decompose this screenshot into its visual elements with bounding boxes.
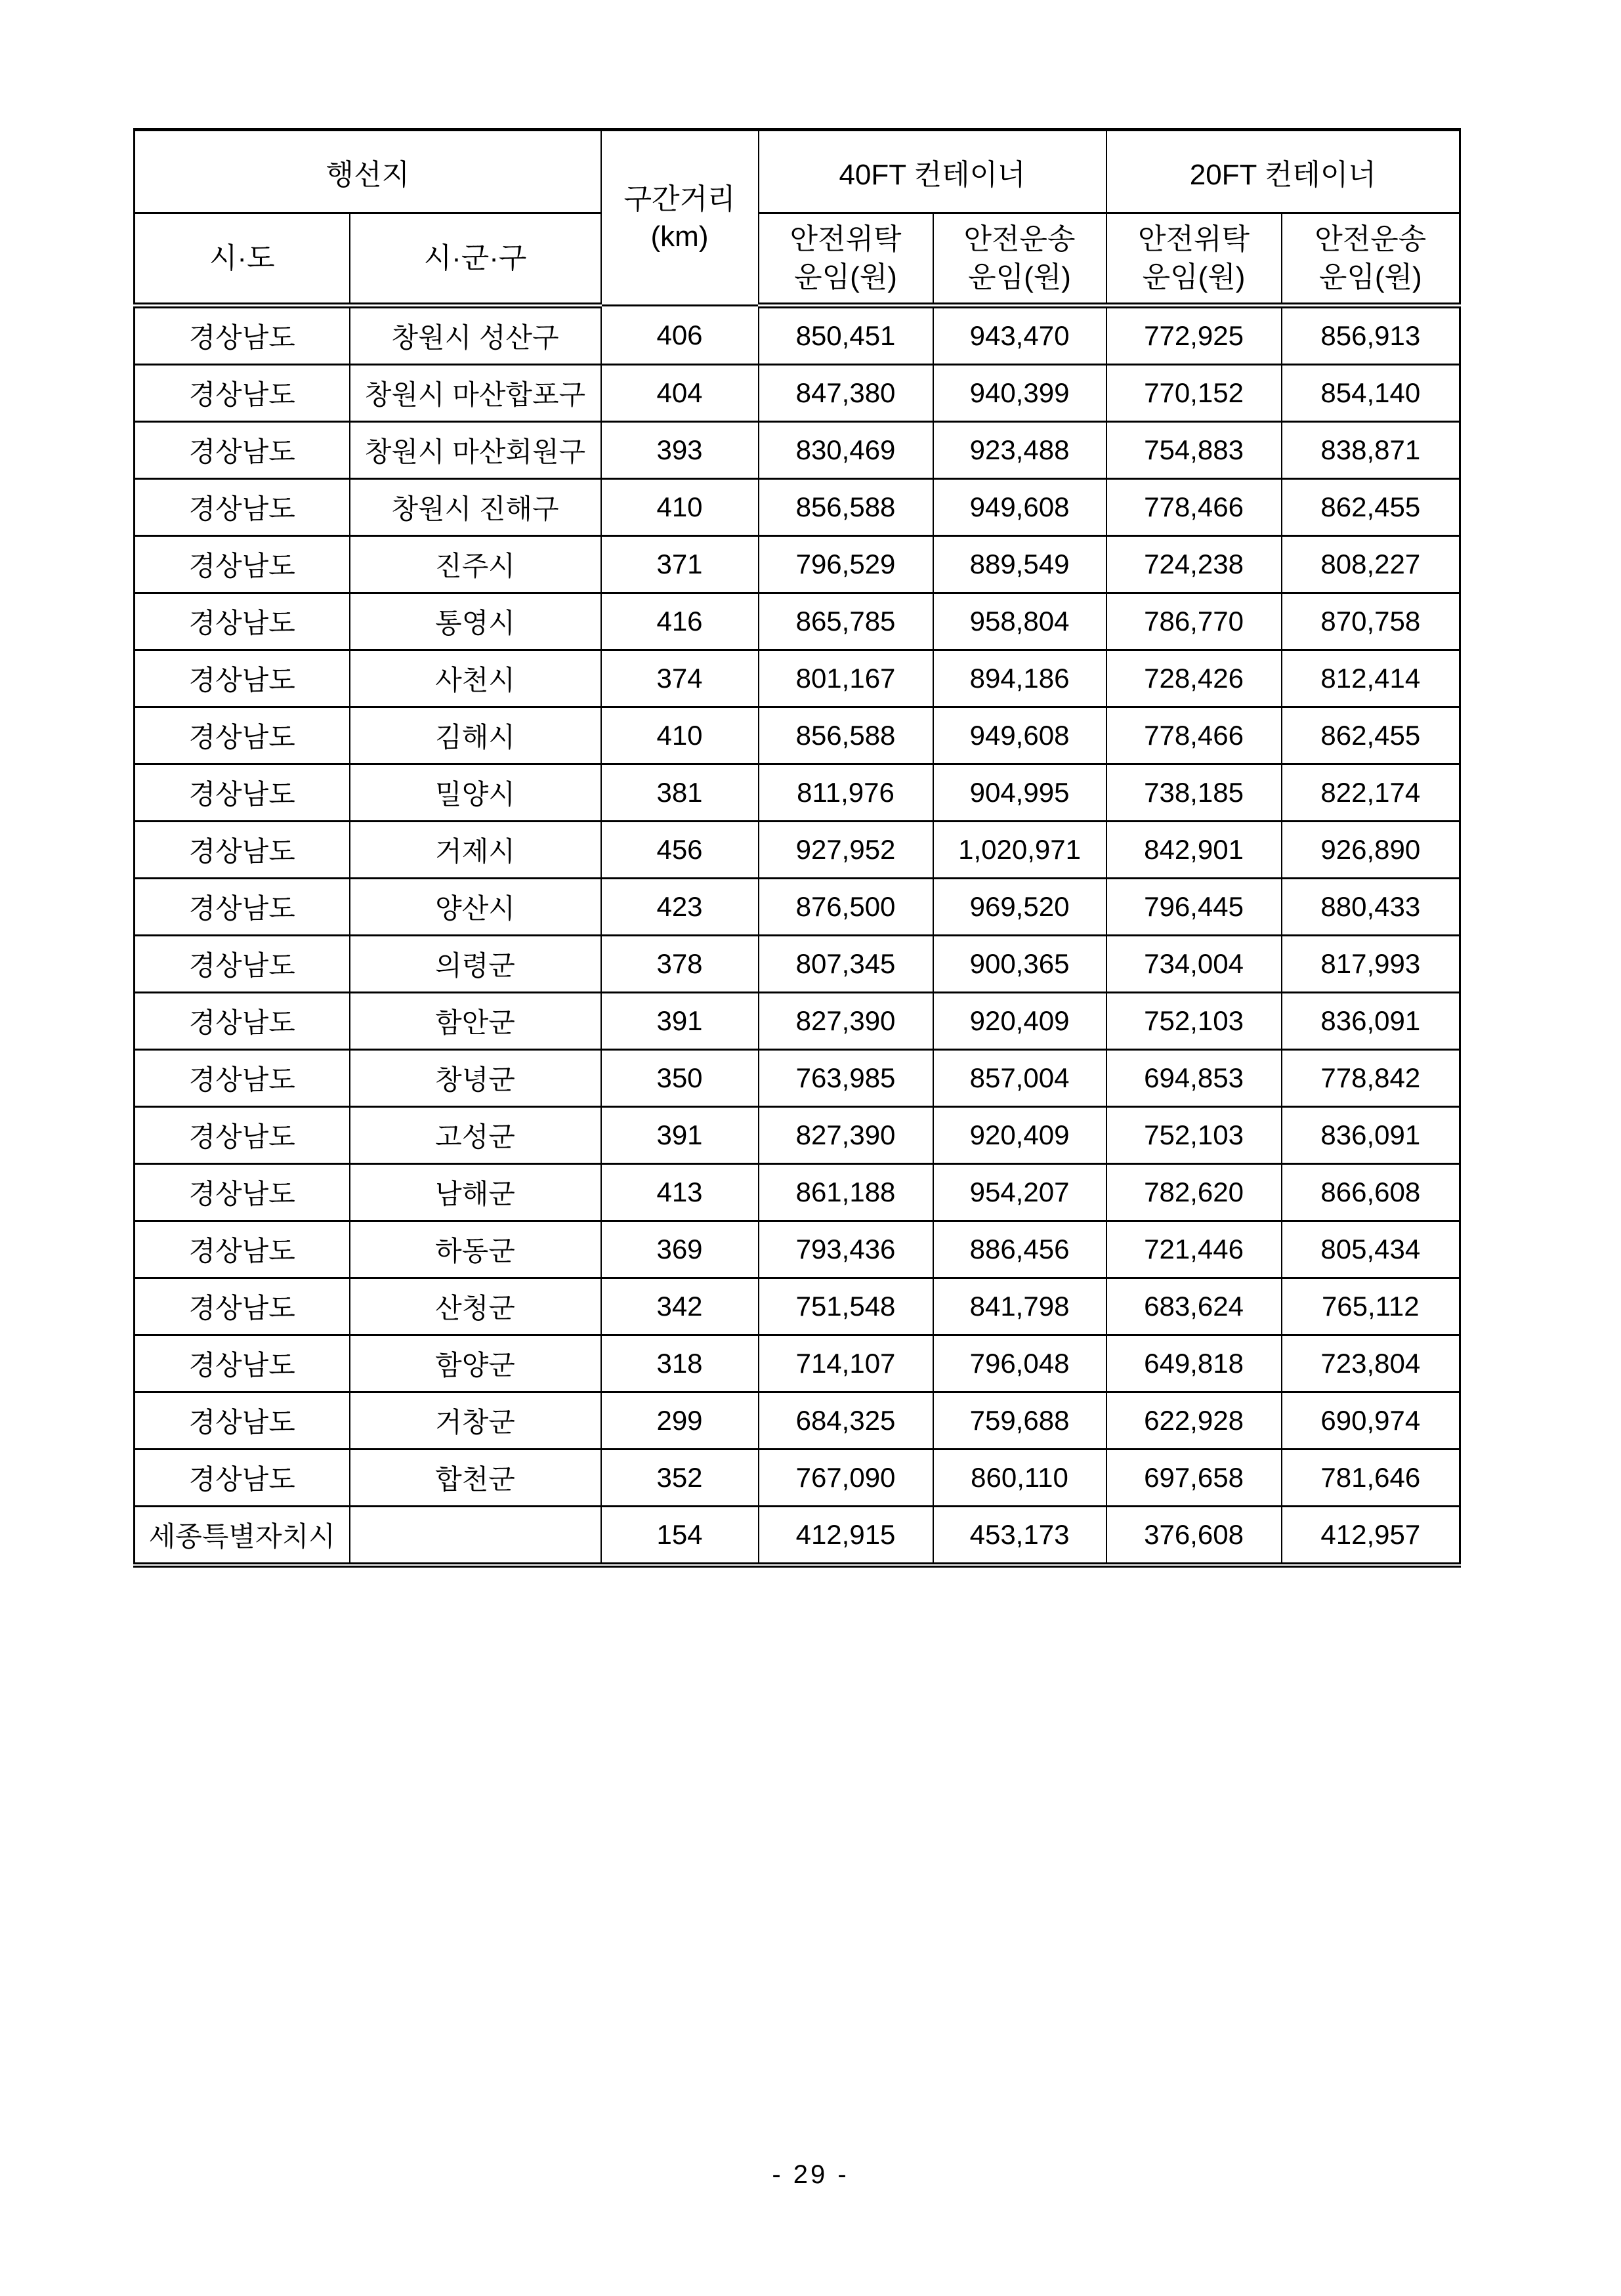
cell-20ft-consignment-fee: 796,445: [1106, 879, 1282, 936]
table-row: [135, 1392, 1460, 1450]
page-number: - 29 -: [772, 2160, 849, 2189]
cell-si-do: 세종특별자치시: [135, 1507, 350, 1566]
cell-40ft-consignment-fee: 830,469: [759, 422, 933, 479]
cell-si-gun-gu: 창원시 진해구: [350, 479, 601, 536]
cell-20ft-transport-fee: 690,974: [1282, 1392, 1460, 1450]
cell-si-do: 경상남도: [135, 879, 350, 936]
cell-40ft-consignment-fee: 876,500: [759, 879, 933, 936]
cell-distance-km: 410: [601, 479, 759, 536]
cell-si-do: 경상남도: [135, 1221, 350, 1278]
header-40ft-container: 40FT 컨테이너: [759, 130, 1106, 213]
cell-40ft-transport-fee: 904,995: [933, 764, 1106, 822]
table-row: [135, 1278, 1460, 1335]
header-destination: 행선지: [135, 130, 601, 213]
cell-40ft-transport-fee: 889,549: [933, 536, 1106, 593]
cell-40ft-consignment-fee: 796,529: [759, 536, 933, 593]
cell-si-gun-gu: 통영시: [350, 593, 601, 650]
cell-40ft-transport-fee: 1,020,971: [933, 822, 1106, 879]
label-fee-won: 운임(원): [1142, 261, 1246, 293]
table-row: [135, 707, 1460, 764]
cell-40ft-consignment-fee: 714,107: [759, 1335, 933, 1392]
label-fee-won: 운임(원): [1318, 261, 1422, 293]
cell-40ft-transport-fee: 841,798: [933, 1278, 1106, 1335]
cell-20ft-transport-fee: 805,434: [1282, 1221, 1460, 1278]
cell-20ft-transport-fee: 862,455: [1282, 479, 1460, 536]
cell-si-gun-gu: 진주시: [350, 536, 601, 593]
cell-si-do: 경상남도: [135, 365, 350, 422]
cell-20ft-transport-fee: 854,140: [1282, 365, 1460, 422]
cell-distance-km: 371: [601, 536, 759, 593]
cell-si-gun-gu: 하동군: [350, 1221, 601, 1278]
cell-20ft-transport-fee: 836,091: [1282, 993, 1460, 1050]
cell-si-do: 경상남도: [135, 1050, 350, 1107]
cell-distance-km: 416: [601, 593, 759, 650]
cell-40ft-transport-fee: 949,608: [933, 479, 1106, 536]
cell-40ft-consignment-fee: 807,345: [759, 936, 933, 993]
cell-20ft-transport-fee: 817,993: [1282, 936, 1460, 993]
cell-20ft-transport-fee: 856,913: [1282, 306, 1460, 365]
cell-distance-km: 404: [601, 365, 759, 422]
cell-40ft-consignment-fee: 861,188: [759, 1164, 933, 1221]
cell-20ft-consignment-fee: 622,928: [1106, 1392, 1282, 1450]
table-row: [135, 479, 1460, 536]
label-fee-won: 운임(원): [794, 261, 897, 293]
cell-20ft-consignment-fee: 721,446: [1106, 1221, 1282, 1278]
cell-si-do: 경상남도: [135, 1107, 350, 1164]
cell-40ft-transport-fee: 923,488: [933, 422, 1106, 479]
cell-20ft-consignment-fee: 734,004: [1106, 936, 1282, 993]
freight-fare-table: [133, 128, 1461, 1568]
cell-40ft-transport-fee: 954,207: [933, 1164, 1106, 1221]
cell-si-do: 경상남도: [135, 707, 350, 764]
cell-40ft-consignment-fee: 684,325: [759, 1392, 933, 1450]
cell-40ft-consignment-fee: 847,380: [759, 365, 933, 422]
cell-20ft-consignment-fee: 778,466: [1106, 707, 1282, 764]
cell-20ft-transport-fee: 412,957: [1282, 1507, 1460, 1566]
cell-si-do: 경상남도: [135, 993, 350, 1050]
cell-40ft-transport-fee: 900,365: [933, 936, 1106, 993]
cell-20ft-transport-fee: 866,608: [1282, 1164, 1460, 1221]
cell-si-gun-gu: 남해군: [350, 1164, 601, 1221]
cell-20ft-transport-fee: 822,174: [1282, 764, 1460, 822]
cell-si-do: 경상남도: [135, 1335, 350, 1392]
cell-20ft-consignment-fee: 728,426: [1106, 650, 1282, 707]
cell-si-do: 경상남도: [135, 1164, 350, 1221]
cell-40ft-consignment-fee: 811,976: [759, 764, 933, 822]
cell-20ft-consignment-fee: 752,103: [1106, 1107, 1282, 1164]
cell-si-do: 경상남도: [135, 822, 350, 879]
cell-distance-km: 299: [601, 1392, 759, 1450]
cell-40ft-consignment-fee: 856,588: [759, 707, 933, 764]
cell-20ft-consignment-fee: 738,185: [1106, 764, 1282, 822]
cell-si-do: 경상남도: [135, 536, 350, 593]
cell-20ft-consignment-fee: 697,658: [1106, 1450, 1282, 1507]
cell-40ft-consignment-fee: 827,390: [759, 993, 933, 1050]
cell-si-gun-gu: [350, 1507, 601, 1566]
cell-si-gun-gu: 의령군: [350, 936, 601, 993]
cell-20ft-transport-fee: 765,112: [1282, 1278, 1460, 1335]
cell-distance-km: 413: [601, 1164, 759, 1221]
header-distance-line1: 구간거리: [623, 182, 736, 215]
cell-40ft-consignment-fee: 827,390: [759, 1107, 933, 1164]
cell-40ft-consignment-fee: 801,167: [759, 650, 933, 707]
cell-20ft-transport-fee: 723,804: [1282, 1335, 1460, 1392]
label-transport: 안전운송: [963, 223, 1076, 256]
cell-si-gun-gu: 김해시: [350, 707, 601, 764]
cell-distance-km: 318: [601, 1335, 759, 1392]
cell-si-gun-gu: 합천군: [350, 1450, 601, 1507]
cell-si-gun-gu: 거창군: [350, 1392, 601, 1450]
table-row: [135, 993, 1460, 1050]
cell-20ft-consignment-fee: 754,883: [1106, 422, 1282, 479]
cell-si-gun-gu: 산청군: [350, 1278, 601, 1335]
cell-40ft-consignment-fee: 865,785: [759, 593, 933, 650]
cell-20ft-consignment-fee: 649,818: [1106, 1335, 1282, 1392]
table-row: [135, 1164, 1460, 1221]
cell-distance-km: 342: [601, 1278, 759, 1335]
cell-40ft-consignment-fee: 767,090: [759, 1450, 933, 1507]
cell-si-gun-gu: 밀양시: [350, 764, 601, 822]
cell-distance-km: 410: [601, 707, 759, 764]
cell-20ft-transport-fee: 862,455: [1282, 707, 1460, 764]
cell-20ft-transport-fee: 836,091: [1282, 1107, 1460, 1164]
table-row: [135, 593, 1460, 650]
table-row: [135, 764, 1460, 822]
cell-distance-km: 406: [601, 306, 759, 365]
cell-20ft-consignment-fee: 842,901: [1106, 822, 1282, 879]
cell-20ft-transport-fee: 808,227: [1282, 536, 1460, 593]
cell-40ft-transport-fee: 860,110: [933, 1450, 1106, 1507]
header-row-1: [135, 130, 1460, 213]
cell-20ft-consignment-fee: 752,103: [1106, 993, 1282, 1050]
label-consignment: 안전위탁: [1138, 223, 1250, 256]
cell-20ft-consignment-fee: 786,770: [1106, 593, 1282, 650]
cell-20ft-transport-fee: 870,758: [1282, 593, 1460, 650]
cell-si-do: 경상남도: [135, 1278, 350, 1335]
label-transport: 안전운송: [1315, 223, 1427, 256]
cell-distance-km: 369: [601, 1221, 759, 1278]
table-row: [135, 936, 1460, 993]
table-row: [135, 1507, 1460, 1566]
table-row: [135, 650, 1460, 707]
cell-distance-km: 391: [601, 1107, 759, 1164]
cell-si-gun-gu: 고성군: [350, 1107, 601, 1164]
cell-20ft-transport-fee: 880,433: [1282, 879, 1460, 936]
cell-40ft-consignment-fee: 927,952: [759, 822, 933, 879]
header-20ft-container: 20FT 컨테이너: [1106, 130, 1460, 213]
cell-40ft-transport-fee: 958,804: [933, 593, 1106, 650]
cell-distance-km: 352: [601, 1450, 759, 1507]
cell-si-gun-gu: 창원시 마산회원구: [350, 422, 601, 479]
cell-si-gun-gu: 창원시 마산합포구: [350, 365, 601, 422]
table-row: [135, 365, 1460, 422]
cell-40ft-transport-fee: 857,004: [933, 1050, 1106, 1107]
table-row: [135, 1221, 1460, 1278]
cell-40ft-consignment-fee: 856,588: [759, 479, 933, 536]
header-si-gun-gu: 시·군·구: [350, 213, 601, 306]
cell-40ft-consignment-fee: 793,436: [759, 1221, 933, 1278]
table-row: [135, 822, 1460, 879]
header-20ft-consignment-fee: [1106, 213, 1282, 306]
table-row: [135, 1050, 1460, 1107]
label-fee-won: 운임(원): [968, 261, 1071, 293]
cell-20ft-consignment-fee: 770,152: [1106, 365, 1282, 422]
cell-40ft-consignment-fee: 850,451: [759, 306, 933, 365]
header-si-do: 시·도: [135, 213, 350, 306]
header-40ft-consignment-fee: [759, 213, 933, 306]
cell-40ft-transport-fee: 894,186: [933, 650, 1106, 707]
cell-20ft-transport-fee: 926,890: [1282, 822, 1460, 879]
cell-si-gun-gu: 창녕군: [350, 1050, 601, 1107]
cell-distance-km: 374: [601, 650, 759, 707]
cell-20ft-consignment-fee: 683,624: [1106, 1278, 1282, 1335]
cell-si-do: 경상남도: [135, 1392, 350, 1450]
cell-si-do: 경상남도: [135, 1450, 350, 1507]
header-distance-km: [601, 130, 759, 306]
table-row: [135, 1107, 1460, 1164]
cell-20ft-consignment-fee: 782,620: [1106, 1164, 1282, 1221]
header-20ft-transport-fee: [1282, 213, 1460, 306]
cell-20ft-consignment-fee: 778,466: [1106, 479, 1282, 536]
header-distance-line2: (km): [650, 220, 709, 253]
cell-20ft-consignment-fee: 694,853: [1106, 1050, 1282, 1107]
cell-40ft-transport-fee: 949,608: [933, 707, 1106, 764]
cell-40ft-transport-fee: 453,173: [933, 1507, 1106, 1566]
cell-si-gun-gu: 함안군: [350, 993, 601, 1050]
cell-distance-km: 393: [601, 422, 759, 479]
label-consignment: 안전위탁: [789, 223, 902, 256]
table-row: [135, 306, 1460, 365]
cell-si-gun-gu: 사천시: [350, 650, 601, 707]
cell-40ft-transport-fee: 940,399: [933, 365, 1106, 422]
cell-20ft-transport-fee: 781,646: [1282, 1450, 1460, 1507]
cell-40ft-transport-fee: 969,520: [933, 879, 1106, 936]
cell-40ft-consignment-fee: 412,915: [759, 1507, 933, 1566]
cell-si-gun-gu: 함양군: [350, 1335, 601, 1392]
table-row: [135, 879, 1460, 936]
cell-si-do: 경상남도: [135, 650, 350, 707]
cell-40ft-transport-fee: 796,048: [933, 1335, 1106, 1392]
cell-si-do: 경상남도: [135, 764, 350, 822]
cell-40ft-transport-fee: 943,470: [933, 306, 1106, 365]
table-row: [135, 536, 1460, 593]
cell-distance-km: 456: [601, 822, 759, 879]
header-40ft-transport-fee: [933, 213, 1106, 306]
cell-distance-km: 391: [601, 993, 759, 1050]
cell-si-gun-gu: 창원시 성산구: [350, 306, 601, 365]
cell-20ft-consignment-fee: 724,238: [1106, 536, 1282, 593]
cell-20ft-consignment-fee: 772,925: [1106, 306, 1282, 365]
cell-40ft-consignment-fee: 751,548: [759, 1278, 933, 1335]
cell-40ft-transport-fee: 886,456: [933, 1221, 1106, 1278]
cell-distance-km: 378: [601, 936, 759, 993]
table-row: [135, 1335, 1460, 1392]
cell-si-gun-gu: 양산시: [350, 879, 601, 936]
cell-40ft-transport-fee: 920,409: [933, 1107, 1106, 1164]
cell-distance-km: 350: [601, 1050, 759, 1107]
cell-si-do: 경상남도: [135, 306, 350, 365]
cell-si-do: 경상남도: [135, 479, 350, 536]
cell-20ft-consignment-fee: 376,608: [1106, 1507, 1282, 1566]
cell-si-gun-gu: 거제시: [350, 822, 601, 879]
cell-20ft-transport-fee: 778,842: [1282, 1050, 1460, 1107]
cell-40ft-consignment-fee: 763,985: [759, 1050, 933, 1107]
cell-si-do: 경상남도: [135, 936, 350, 993]
cell-si-do: 경상남도: [135, 422, 350, 479]
cell-si-do: 경상남도: [135, 593, 350, 650]
cell-40ft-transport-fee: 920,409: [933, 993, 1106, 1050]
cell-20ft-transport-fee: 838,871: [1282, 422, 1460, 479]
table-body: [135, 306, 1460, 1566]
cell-20ft-transport-fee: 812,414: [1282, 650, 1460, 707]
cell-distance-km: 154: [601, 1507, 759, 1566]
cell-distance-km: 423: [601, 879, 759, 936]
table-row: [135, 1450, 1460, 1507]
header-row-2: [135, 213, 1460, 306]
table-row: [135, 422, 1460, 479]
cell-40ft-transport-fee: 759,688: [933, 1392, 1106, 1450]
cell-distance-km: 381: [601, 764, 759, 822]
